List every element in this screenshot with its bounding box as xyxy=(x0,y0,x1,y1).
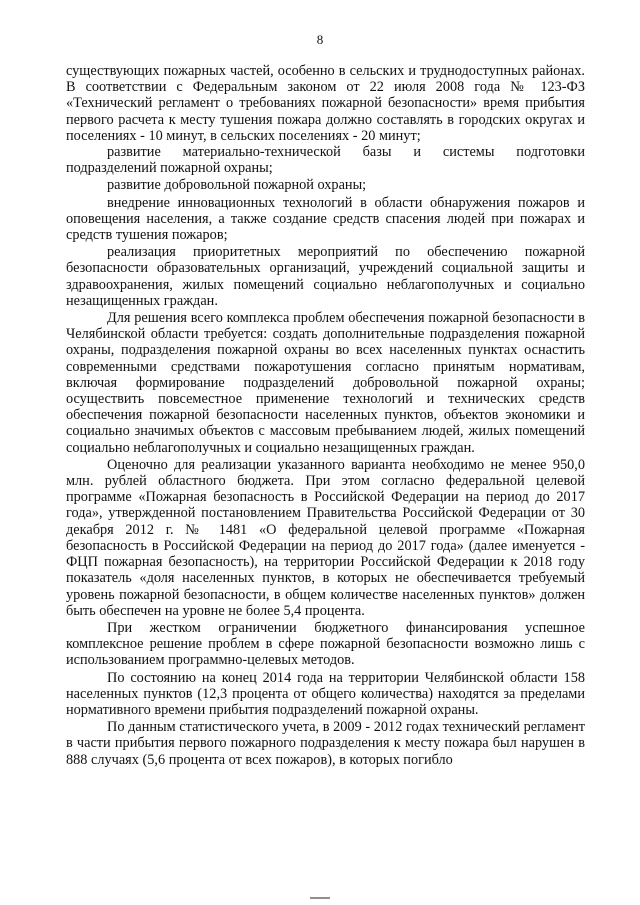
paragraph: реализация приоритетных мероприятий по обеспечению пожарной безопасности образовательных организаций, учреждений социальной защиты и здравоохранения, жилых помещений социально неблагополучных и социально незащищенных граждан. xyxy=(66,244,585,309)
document-body xyxy=(66,63,585,768)
paragraph: внедрение инновационных технологий в области обнаружения пожаров и оповещения населения, а также создание средств спасения людей при пожарах и средств тушения пожаров; xyxy=(66,194,585,244)
paragraph: По состоянию на конец 2014 года на территории Челябинской области 158 населенных пунктов (12,3 процента от общего количества) находятся за пределами нормативного времени прибытия подразделений пожарной охраны. xyxy=(66,669,585,718)
paragraph: Для решения всего комплекса проблем обеспечения пожарной безопасности в Челябинской области требуется: создать дополнительные подразделения пожарной охраны, подразделения пожарной охраны во всех населенных пунктах оснастить современными средствами пожаротушения согласно принятым нормативам, включая формирование подразделений добровольной пожарной охраны; осуществить повсеместное применение технологий и технических средств обеспечения пожарной безопасности населенных пунктов, объектов экономики и социально значимых объектов с массовым пребыванием людей, жилых помещений социально неблагополучных и социально незащищенных граждан. xyxy=(66,310,585,456)
paragraph: Оценочно для реализации указанного варианта необходимо не менее 950,0 млн. рублей областного бюджета. При этом согласно федеральной целевой программе «Пожарная безопасность в Российской Федерации на период до 2017 года», утвержденной постановлением Правительства Российской Федерации от 30 декабря 2012 г. № 1481 «О федеральной целевой программе «Пожарная безопасность в Российской Федерации на период до 2017 года» (далее именуется - ФЦП пожарная безопасность), на территории Российской Федерации к 2018 году показатель «доля населенных пунктов, в которых не обеспечивается требуемый уровень пожарной безопасности, в общем количестве населенных пунктов» должен быть обеспечен на уровне не более 5,4 процента. xyxy=(66,456,585,619)
page-number: 8 xyxy=(316,32,324,47)
paragraph: При жестком ограничении бюджетного финансирования успешное комплексное решение проблем в сфере пожарной безопасности возможно лишь с использованием программно-целевых методов. xyxy=(66,619,585,669)
paragraph: существующих пожарных частей, особенно в сельских и труднодоступных районах. В соответствии с Федеральным законом от 22 июля 2008 года № 123-ФЗ «Технический регламент о требованиях пожарной безопасности» время прибытия первого расчета к месту тушения пожара должно составлять в городских округах и поселениях - 10 минут, в сельских поселениях - 20 минут; xyxy=(66,63,585,144)
scan-artifact-mark xyxy=(310,897,330,899)
paragraph: развитие материально-технической базы и системы подготовки подразделений пожарной охраны; xyxy=(66,144,585,177)
paragraph: По данным статистического учета, в 2009 - 2012 годах технический регламент в части прибытия первого пожарного подразделения к месту пожара был нарушен в 888 случаях (5,6 процента от всех пожаров), в которых погибло xyxy=(66,719,585,768)
paragraph: развитие добровольной пожарной охраны; xyxy=(107,177,367,194)
